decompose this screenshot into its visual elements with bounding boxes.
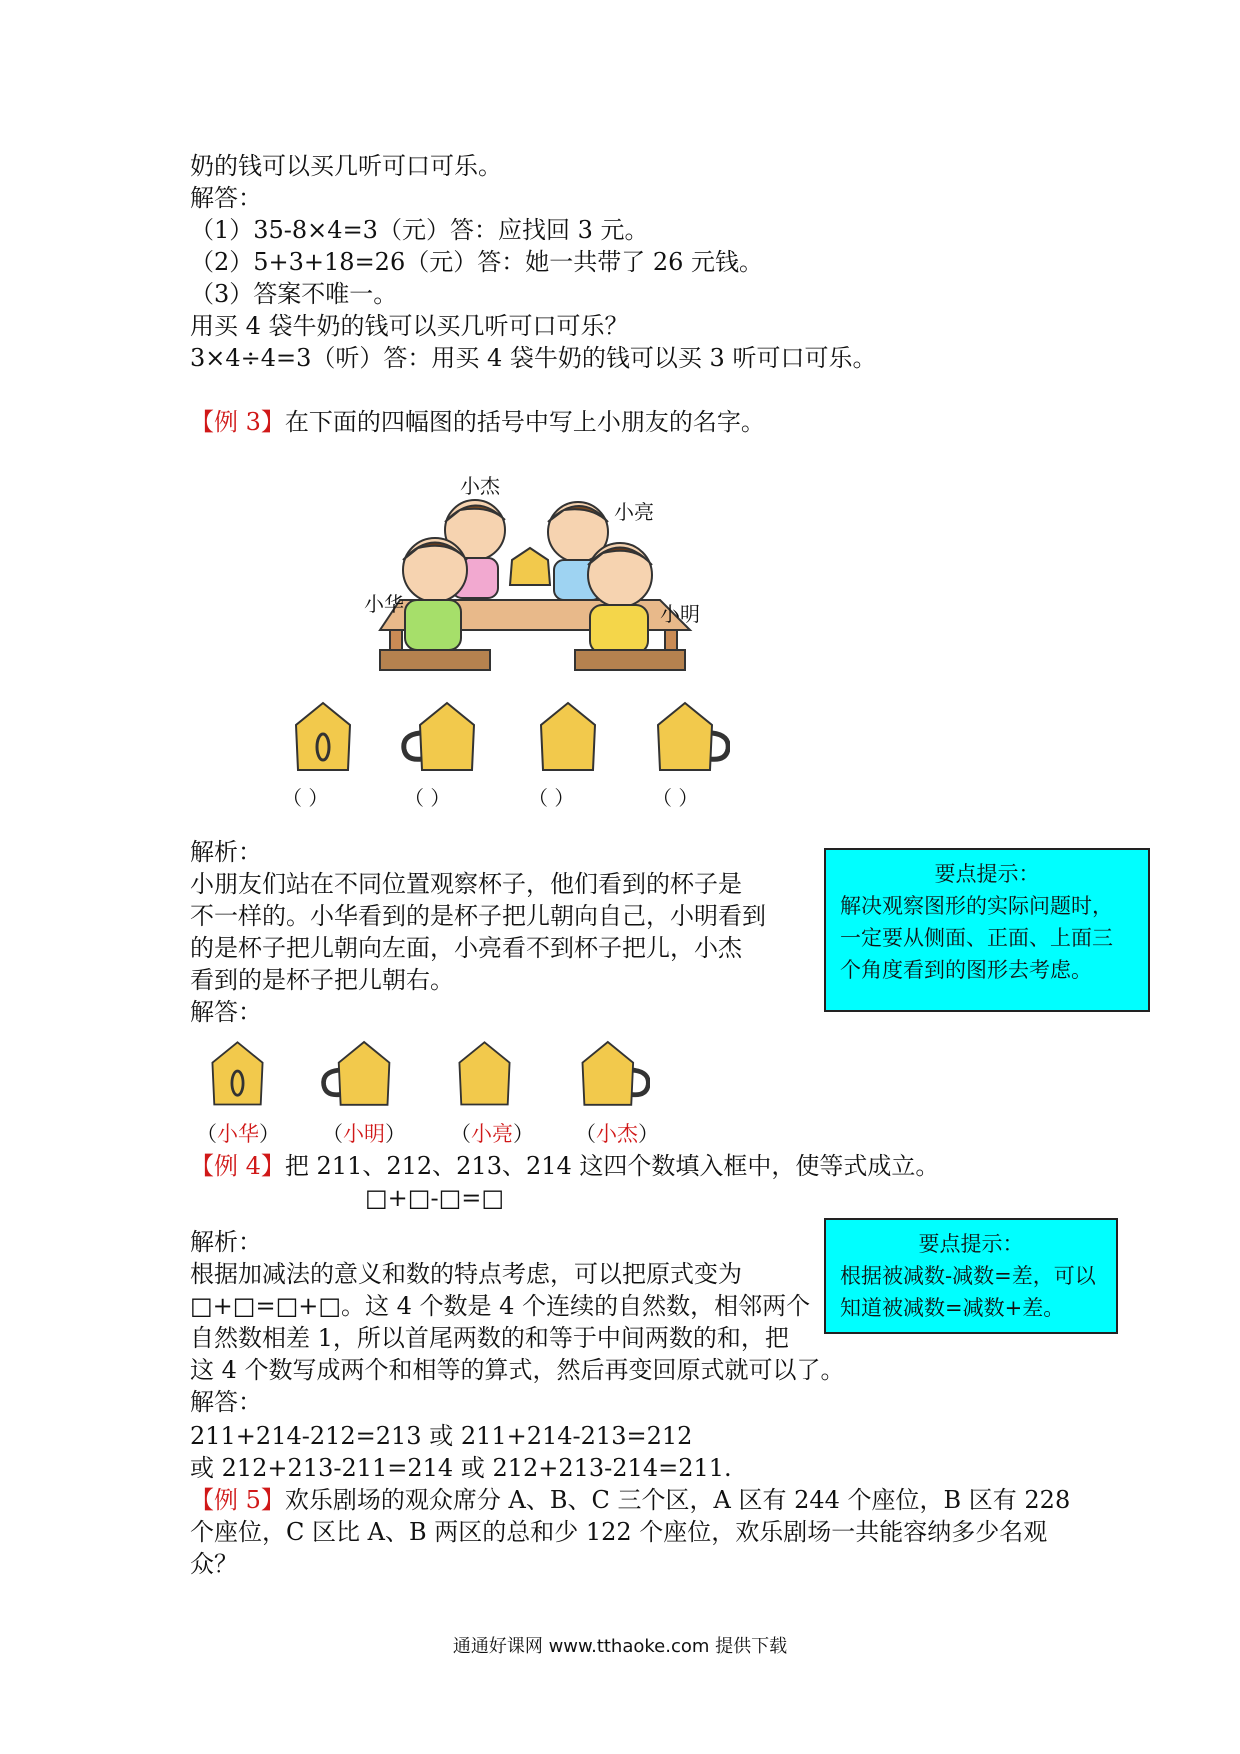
- name-blank[interactable]: （ ）: [528, 786, 575, 810]
- analysis-line: 看到的是杯子把儿朝右。: [190, 966, 454, 994]
- analysis-line: 的是杯子把儿朝向左面，小亮看不到杯子把儿，小杰: [190, 934, 742, 962]
- name-label-ming: 小明: [660, 602, 700, 626]
- example-tag: 【例 4】: [190, 1152, 285, 1180]
- tip-title: 要点提示：: [918, 1232, 1024, 1256]
- name-blank[interactable]: （ ）: [282, 786, 329, 810]
- analysis-line: 自然数相差 1，所以首尾两数的和等于中间两数的和，把: [190, 1324, 789, 1352]
- answer-name: （小亮）: [450, 1122, 534, 1146]
- kids-table-illustration: [360, 460, 720, 680]
- analysis-line: 小朋友们站在不同位置观察杯子，他们看到的杯子是: [190, 870, 742, 898]
- example-tag: 【例 3】: [190, 408, 285, 436]
- example-5-heading: [190, 1484, 1070, 1516]
- tip-line: 根据被减数-减数=差，可以: [840, 1264, 1096, 1288]
- cup-no-handle: [533, 695, 603, 775]
- tip-line: 知道被减数=减数+差。: [840, 1296, 1065, 1320]
- answer-name: （小华）: [196, 1122, 280, 1146]
- cup-handle-right: [575, 1032, 650, 1112]
- formula: □+□-□=□: [365, 1184, 505, 1212]
- example-text: 欢乐剧场的观众席分 A、B、C 三个区，A 区有 244 个座位，B 区有 228: [284, 1486, 1071, 1514]
- text-line: 用买 4 袋牛奶的钱可以买几听可口可乐？: [190, 312, 629, 340]
- answer-name: （小杰）: [575, 1122, 659, 1146]
- analysis-label: 解析：: [190, 838, 262, 866]
- answer-label: 解答：: [190, 1388, 262, 1416]
- example-text: 把 211、212、213、214 这四个数填入框中，使等式成立。: [284, 1152, 940, 1180]
- analysis-line: 不一样的。小华看到的是杯子把儿朝向自己，小明看到: [190, 902, 766, 930]
- text-line: 3×4÷4=3（听）答：用买 4 袋牛奶的钱可以买 3 听可口可乐。: [190, 344, 877, 372]
- name-label-jie: 小杰: [460, 474, 500, 498]
- answer-line: 211+214-212=213 或 211+214-213=212: [190, 1422, 693, 1450]
- tip-box: [824, 848, 1150, 1012]
- answer-label: 解答：: [190, 998, 262, 1026]
- text-line: （2）5+3+18=26（元）答：她一共带了 26 元钱。: [190, 248, 764, 276]
- example-tag: 【例 5】: [190, 1486, 285, 1514]
- name-blank[interactable]: （ ）: [404, 786, 451, 810]
- text-line: 奶的钱可以买几听可口可乐。: [190, 152, 502, 180]
- name-blank[interactable]: （ ）: [652, 786, 699, 810]
- text-line: （3）答案不唯一。: [190, 280, 398, 308]
- tip-box: [824, 1218, 1118, 1334]
- tip-line: 一定要从侧面、正面、上面三: [840, 926, 1113, 950]
- answer-line: 或 212+213-211=214 或 212+213-214=211.: [190, 1454, 732, 1482]
- analysis-line: 这 4 个数写成两个和相等的算式，然后再变回原式就可以了。: [190, 1356, 845, 1384]
- text-line: （1）35-8×4=3（元）答：应找回 3 元。: [190, 216, 649, 244]
- name-label-hua: 小华: [364, 592, 404, 616]
- cup-front-view: [288, 695, 358, 775]
- name-label-liang: 小亮: [614, 500, 654, 524]
- example-3-heading: [190, 406, 765, 438]
- example-text: 个座位，C 区比 A、B 两区的总和少 122 个座位，欢乐剧场一共能容纳多少名观: [190, 1518, 1048, 1546]
- analysis-label: 解析：: [190, 1228, 262, 1256]
- tip-line: 解决观察图形的实际问题时，: [840, 894, 1113, 918]
- example-text: 众？: [190, 1550, 238, 1578]
- analysis-line: 根据加减法的意义和数的特点考虑，可以把原式变为: [190, 1260, 742, 1288]
- analysis-line: □+□=□+□。这 4 个数是 4 个连续的自然数，相邻两个: [190, 1292, 811, 1320]
- cup-handle-left: [320, 1032, 395, 1112]
- page-footer: 通通好课网 www.tthaoke.com 提供下载: [452, 1636, 788, 1657]
- cup-front-view: [205, 1032, 270, 1112]
- cup-no-handle: [452, 1032, 517, 1112]
- tip-title: 要点提示：: [934, 862, 1040, 886]
- answer-label: 解答：: [190, 184, 262, 212]
- cup-handle-right: [650, 695, 730, 775]
- cup-handle-left: [400, 695, 480, 775]
- tip-line: 个角度看到的图形去考虑。: [840, 958, 1092, 982]
- answer-name: （小明）: [322, 1122, 406, 1146]
- example-4-heading: [190, 1150, 939, 1182]
- example-text: 在下面的四幅图的括号中写上小朋友的名字。: [284, 408, 765, 436]
